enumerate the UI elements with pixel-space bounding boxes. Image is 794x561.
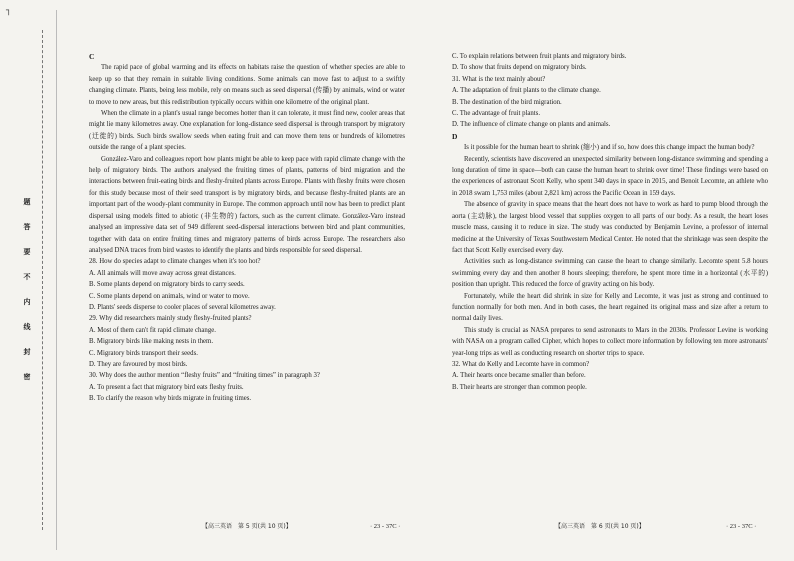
passage-d-paragraph: The absence of gravity in space means that the heart does not have to work as hard to pump blood through the aorta (主动脉), the largest blood vessel that supplies oxygen to all parts of our body. As a result, the heart loses muscle mass, causing it to reduce in size. The study was conducted by Benjamin Levine, a professor of internal medicine at the University of Texas Southwestern Medical Center. He noted that the shrinkage was seen despite the fact that Scott Kelly exercised every day. [452, 201, 768, 254]
passage-d-paragraph: Is it possible for the human heart to shrink (缩小) and if so, how does this change impact the human body? [464, 144, 755, 152]
question-31-option: C. The advantage of fruit plants. [452, 110, 541, 118]
footer-code: · 23 - 37C · [726, 523, 757, 530]
question-29-stem: 29. Why did researchers mainly study fleshy-fruited plants? [89, 315, 252, 323]
seal-cut-line [42, 30, 43, 530]
binding-margin [0, 0, 58, 561]
seal-char: 线 [23, 323, 31, 331]
section-title-c: C [89, 52, 95, 61]
seal-char: 题 [23, 198, 31, 206]
seal-char: 要 [23, 248, 31, 256]
page-edge-line [56, 10, 57, 550]
passage-d-paragraph: Fortunately, while the heart did shrink in size for Kelly and Lecomte, it was just as strong and continued to function normally for both men. And in both cases, the heart regained its original mass and size after a return to normal daily lives. [452, 292, 768, 323]
passage-d-paragraph: This study is crucial as NASA prepares to send astronauts to Mars in the 2030s. Professor Levine is working with NASA on a program called Cipher, which hopes to collect more information by following ten more astronauts' year-long trips as well as conducting research on shorter trips to space. [452, 326, 768, 357]
question-28-option: B. Some plants depend on migratory birds to carry seeds. [89, 281, 245, 289]
passage-c-paragraph: The rapid pace of global warming and its effects on habitats raise the question of whether species are able to keep up so that they remain in suitable living conditions. Some animals can move fast to adjust to a swiftly changing climate. Plants, being less mobile, rely on means such as seed dispersal (传播) by animals, wind or water to move to new areas, but this redistribution typically occurs within one kilometre of the original plant. [89, 64, 405, 106]
page-footer-code [370, 522, 400, 532]
question-28-option: A. All animals will move away across great distances. [89, 269, 236, 277]
footer-label: 【高三英语 第 6 页(共 10 页)】 [555, 523, 645, 530]
question-30-stem: 30. Why does the author mention “fleshy fruits” and “fruiting times” in paragraph 3? [89, 372, 320, 380]
seal-char: 答 [23, 223, 31, 231]
question-28-option: D. Plants' seeds disperse to cooler places of several kilometres away. [89, 303, 276, 311]
question-30-option: A. To present a fact that migratory bird eats fleshy fruits. [89, 383, 244, 391]
page-footer-label [202, 522, 292, 532]
question-32-stem: 32. What do Kelly and Lecomte have in common? [452, 360, 590, 368]
seal-warning [22, 190, 32, 390]
question-32-option: A. Their hearts once became smaller than before. [452, 372, 586, 380]
question-32-option: B. Their hearts are stronger than common people. [452, 383, 587, 391]
question-29-option: B. Migratory birds like making nests in them. [89, 338, 214, 346]
section-title-d: D [452, 131, 458, 141]
question-28-option: C. Some plants depend on animals, wind or water to move. [89, 292, 250, 300]
seal-char: 密 [23, 373, 31, 381]
question-31-option: D. The influence of climate change on plants and animals. [452, 121, 611, 129]
passage-c-paragraph: When the climate in a plant's usual range becomes hotter than it can tolerate, it must find new, cooler areas that might lie many kilometres away. One explanation for long-distance seed dispersal is through transport by migratory (迁徙的) birds. Such birds swallow seeds when eating fruit and can move them tens or hundreds of kilometres outside the range of a plant species. [89, 110, 405, 152]
left-column [89, 51, 405, 405]
page-footer-label [555, 522, 645, 532]
question-28-stem: 28. How do species adapt to climate changes when it's too hot? [89, 258, 261, 266]
footer-label: 【高三英语 第 5 页(共 10 页)】 [202, 523, 292, 530]
passage-c-paragraph: González-Varo and colleagues report how plants might be able to keep pace with rapid climate change with the help of migratory birds. The authors analysed the fruiting times of plants, patterns of bird migration and the interactions between fruit-eating birds and fleshy-fruited plants across Europe. Plants with fleshy fruits were chosen for this study because most of their seed transport is by migratory birds, and because fleshy-fruited plants are an important part of the woody-plant community in Europe. The common approach until now has been to predict plant dispersal using models fitted to abiotic (非生物的) factors, such as the current climate. González-Varo instead analysed an impressive data set of 949 different seed-dispersal interactions between bird and plant communities, together with data on entire fruiting times and migratory patterns of birds across Europe. The researchers also analysed DNA traces from bird wastes to identify the plants and birds responsible for seed dispersal. [89, 155, 405, 254]
page-footer-code [726, 522, 756, 532]
question-29-option: C. Migratory birds transport their seeds. [89, 349, 198, 357]
footer-code: · 23 - 37C · [370, 523, 401, 530]
question-29-option: A. Most of them can't fit rapid climate change. [89, 326, 216, 334]
question-31-option: A. The adaptation of fruit plants to the climate change. [452, 87, 601, 95]
question-29-option: D. They are favoured by most birds. [89, 360, 188, 368]
seal-char: 封 [23, 348, 31, 356]
passage-d-paragraph: Recently, scientists have discovered an unexpected similarity between long-distance swimming and spending a long duration of time in space—both can cause the human heart to shrink over time! These findings were based on the experiences of astronaut Scott Kelly, who spent 340 days in space in 2015, and Benoit Lecomte, an athlete who in 2018 swam 1,753 miles (about 2,821 km) across the Pacific Ocean in 159 days. [452, 155, 768, 197]
seal-char: 内 [23, 298, 31, 306]
question-31-stem: 31. What is the text mainly about? [452, 75, 546, 83]
corner-mark: ┐ [6, 6, 12, 16]
question-30-option: B. To clarify the reason why birds migrate in fruiting times. [89, 395, 252, 403]
question-31-option: B. The destination of the bird migration. [452, 98, 562, 106]
question-30-option: D. To show that fruits depend on migratory birds. [452, 64, 587, 72]
seal-char: 不 [23, 273, 31, 281]
right-column [452, 51, 768, 393]
question-30-option: C. To explain relations between fruit plants and migratory birds. [452, 53, 627, 60]
passage-d-paragraph: Activities such as long-distance swimming can cause the heart to change similarly. Lecomte spent 5.8 hours swimming every day and then another 8 hours sleeping; therefore, he spent more time in a horizontal (水平的) position than upright. This reduced the force of gravity acting on his body. [452, 258, 768, 289]
